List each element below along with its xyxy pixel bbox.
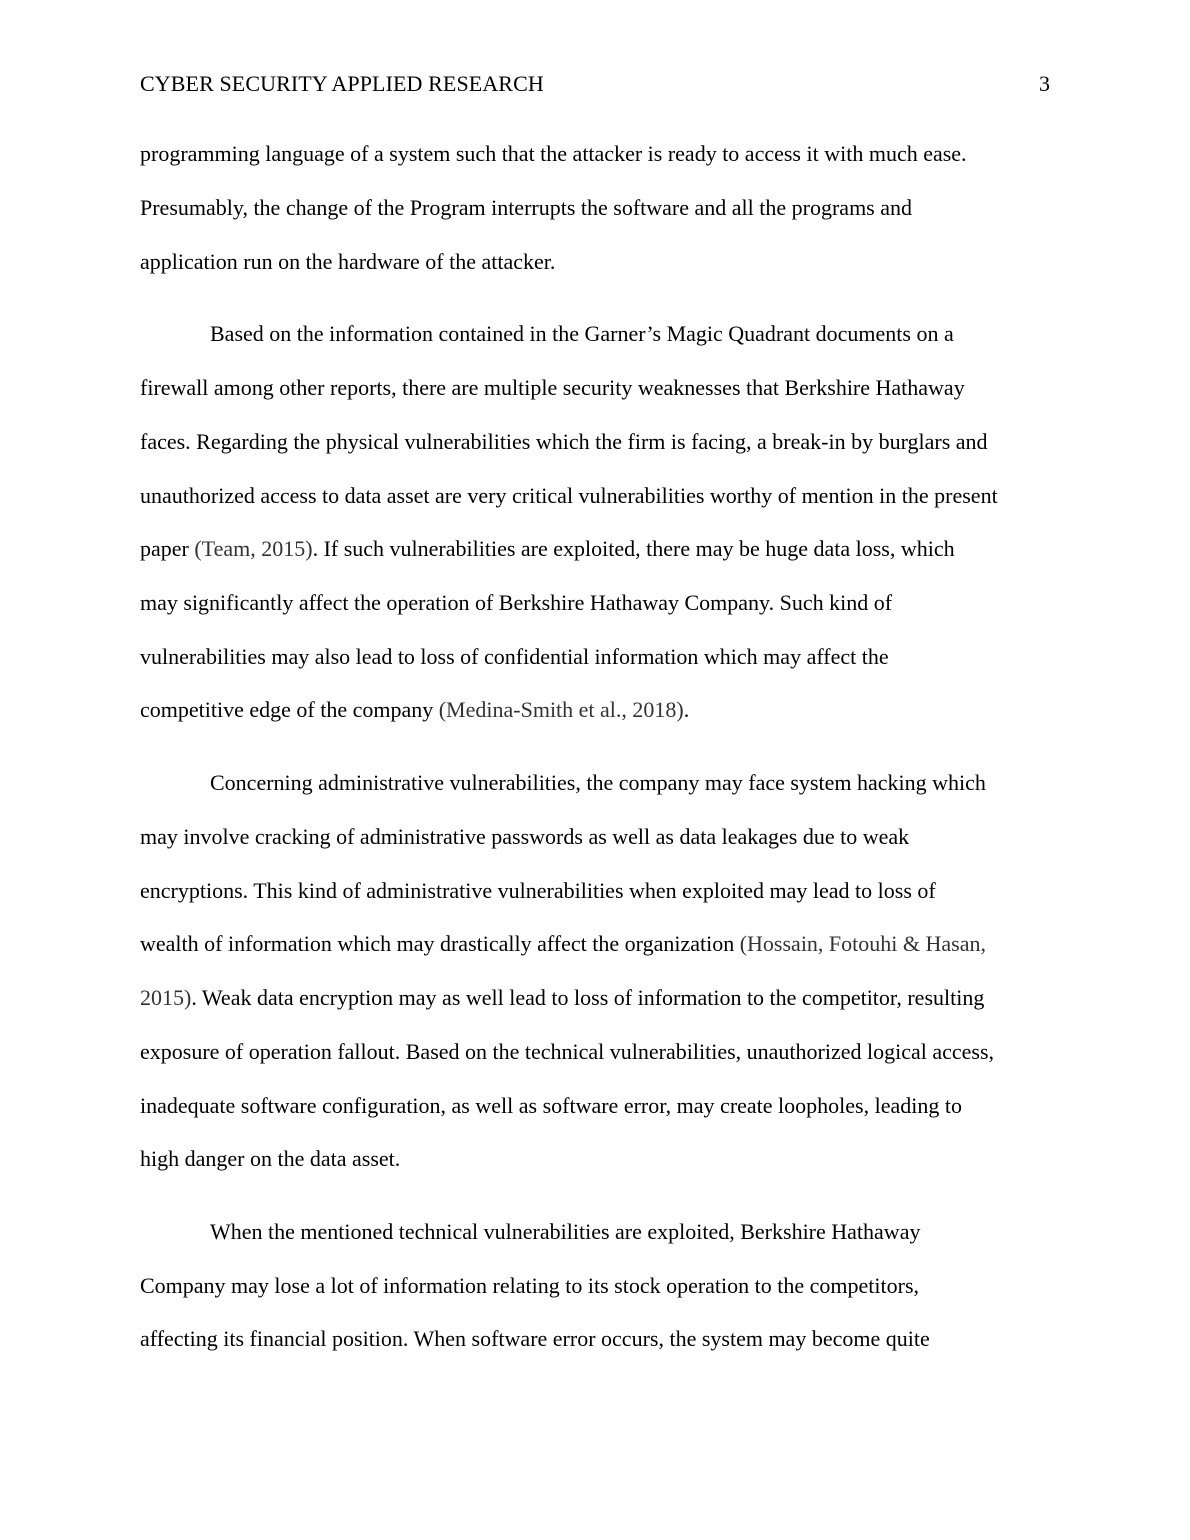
paragraph-2-line-6: may significantly affect the operation of Berkshire Hathaway Company. Such kind of bbox=[140, 590, 893, 615]
paragraph-4-line-3: affecting its financial position. When software error occurs, the system may become quite bbox=[140, 1326, 930, 1351]
paragraph-4-line-2: Company may lose a lot of information relating to its stock operation to the competitors, bbox=[140, 1273, 920, 1298]
paragraph-3-line-3: encryptions. This kind of administrative vulnerabilities when exploited may lead to loss of bbox=[140, 878, 936, 903]
paragraph-2-line-3: faces. Regarding the physical vulnerabilities which the firm is facing, a break-in by burglars and bbox=[140, 429, 988, 454]
paragraph-2-line-1: Based on the information contained in the Garner’s Magic Quadrant documents on a bbox=[210, 321, 954, 346]
paragraph-3-line-1: Concerning administrative vulnerabilities, the company may face system hacking which bbox=[210, 770, 986, 795]
paragraph-3-line-2: may involve cracking of administrative passwords as well as data leakages due to weak bbox=[140, 824, 910, 849]
paragraph-2-line-7: vulnerabilities may also lead to loss of confidential information which may affect the bbox=[140, 644, 889, 669]
page-number: 3 bbox=[1039, 71, 1050, 96]
text-run: . If such vulnerabilities are exploited, there may be huge data loss, which bbox=[312, 536, 955, 561]
running-head: CYBER SECURITY APPLIED RESEARCH bbox=[140, 71, 544, 96]
paragraph-3-line-6: exposure of operation fallout. Based on the technical vulnerabilities, unauthorized logical access, bbox=[140, 1039, 995, 1064]
text-run: competitive edge of the company bbox=[140, 697, 439, 722]
paragraph-2-line-4: unauthorized access to data asset are very critical vulnerabilities worthy of mention in the present bbox=[140, 483, 998, 508]
paragraph-4-line-1: When the mentioned technical vulnerabilities are exploited, Berkshire Hathaway bbox=[210, 1219, 921, 1244]
citation-hossain-2015-year: 2015) bbox=[140, 985, 192, 1010]
text-run: . Weak data encryption may as well lead to loss of information to the competitor, resulting bbox=[191, 985, 985, 1010]
paragraph-1-line-3: application run on the hardware of the attacker. bbox=[140, 249, 556, 274]
citation-team-2015: (Team, 2015) bbox=[194, 536, 313, 561]
paragraph-1-line-2: Presumably, the change of the Program interrupts the software and all the programs and bbox=[140, 195, 913, 220]
paragraph-3-line-8: high danger on the data asset. bbox=[140, 1146, 401, 1171]
text-run: . bbox=[683, 697, 690, 722]
paragraph-3-line-4 bbox=[140, 930, 986, 958]
paragraph-2-line-8 bbox=[140, 696, 689, 724]
paragraph-3-line-7: inadequate software configuration, as well as software error, may create loopholes, leading to bbox=[140, 1093, 962, 1118]
paragraph-3-line-5 bbox=[140, 984, 984, 1012]
paragraph-2-line-2: firewall among other reports, there are multiple security weaknesses that Berkshire Hathaway bbox=[140, 375, 965, 400]
paragraph-2-line-5 bbox=[140, 535, 955, 563]
text-run: paper bbox=[140, 536, 195, 561]
citation-medina-smith-2018: (Medina-Smith et al., 2018) bbox=[438, 697, 684, 722]
paragraph-1-line-1: programming language of a system such that the attacker is ready to access it with much ease. bbox=[140, 141, 967, 166]
citation-hossain-2015: (Hossain, Fotouhi & Hasan, bbox=[739, 931, 986, 956]
text-run: wealth of information which may drastically affect the organization bbox=[140, 931, 740, 956]
